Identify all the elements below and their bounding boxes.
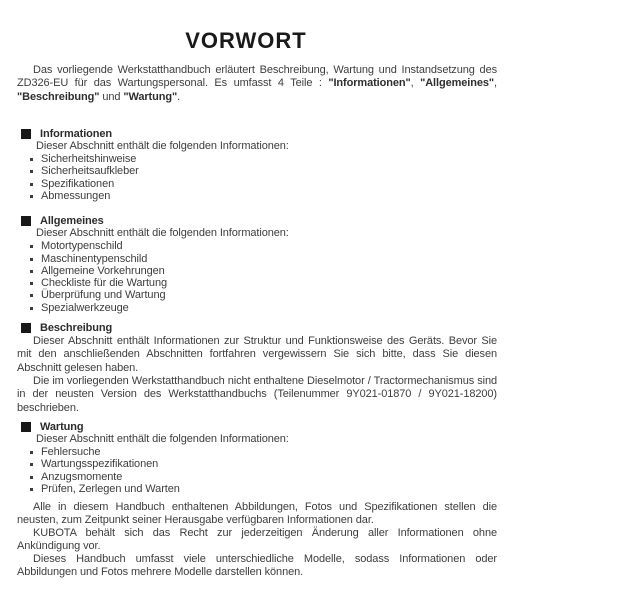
dot-bullet-icon (30, 183, 33, 186)
list-item-label: Spezifikationen (41, 177, 115, 190)
square-bullet-icon (21, 216, 31, 226)
closing-paragraph: Dieses Handbuch umfasst viele unterschiedliche Modelle, sodass Informationen oder Abbildungen und Fotos mehrere Modelle darstellen können. (17, 553, 497, 579)
list-item-label: Wartungsspezifikationen (41, 458, 159, 471)
list-item (17, 190, 497, 202)
dot-bullet-icon (30, 245, 33, 248)
list-item-label: Motortypenschild (41, 240, 123, 253)
section-header (21, 127, 497, 140)
intro-part-allgemeines: "Allgemeines" (420, 77, 495, 90)
list-item-label: Allgemeine Vorkehrungen (41, 264, 165, 277)
page-content (17, 29, 497, 579)
list-item-label: Maschinentypenschild (41, 252, 148, 265)
closing-paragraph: Alle in diesem Handbuch enthaltenen Abbildungen, Fotos und Spezifikationen stellen die neusten, zum Zeitpunkt seiner Herausgabe verfügbaren Informationen dar. (17, 501, 497, 527)
section-wartung (17, 420, 497, 495)
list-item (17, 265, 497, 277)
intro-lead: Das vorliegende Werkstatthandbuch erläutert Beschreibung, Wartung und Instandsetzung des ZD326-EU für das Wartungspersonal. Es umfasst 4 Teile : (17, 64, 497, 90)
square-bullet-icon (21, 129, 31, 139)
dot-bullet-icon (30, 294, 33, 297)
section-heading: Wartung (40, 420, 84, 433)
section-intro: Dieser Abschnitt enthält die folgenden Informationen: (36, 227, 289, 240)
section-header (21, 214, 497, 227)
dot-bullet-icon (30, 463, 33, 466)
square-bullet-icon (21, 422, 31, 432)
list-item (17, 289, 497, 301)
intro-part-wartung: "Wartung" (123, 90, 178, 103)
list-item-label: Anzugsmomente (41, 470, 123, 483)
list-item-label: Fehlersuche (41, 446, 101, 459)
dot-bullet-icon (30, 488, 33, 491)
list-item (17, 471, 497, 483)
list-item-label: Checkliste für die Wartung (41, 277, 167, 290)
dot-bullet-icon (30, 476, 33, 479)
page-title: VORWORT (185, 28, 307, 53)
description-paragraph: Dieser Abschnitt enthält Informationen zur Struktur und Funktionsweise des Geräts. Bevor Sie mit den anschließenden Abschnitten fortfahren vergewissern Sie sich bitte, dass Sie diesen Abschnitt gelesen haben. (17, 335, 497, 374)
bullet-list (17, 446, 497, 495)
list-item (17, 446, 497, 458)
section-intro: Dieser Abschnitt enthält die folgenden Informationen: (36, 140, 289, 153)
description-paragraph: Die im vorliegenden Werkstatthandbuch nicht enthaltene Dieselmotor / Tractormechanismus sind in der neusten Version des Werkstatthandbuchs (Teilenummer 9Y021-01870 / 9Y021-18200) beschrieben. (17, 374, 497, 414)
list-item-label: Abmessungen (41, 189, 111, 202)
list-item (17, 240, 497, 252)
dot-bullet-icon (30, 270, 33, 273)
section-header (21, 420, 497, 433)
section-allgemeines (17, 214, 497, 314)
list-item (17, 253, 497, 265)
intro-part-beschreibung: "Beschreibung" (17, 90, 100, 103)
list-item (17, 302, 497, 314)
dot-bullet-icon (30, 158, 33, 161)
section-beschreibung (17, 322, 497, 415)
dot-bullet-icon (30, 282, 33, 285)
manual-page (0, 29, 640, 609)
dot-bullet-icon (30, 451, 33, 454)
intro-part-informationen: "Informationen" (328, 77, 411, 90)
list-item-label: Überprüfung und Wartung (41, 289, 166, 302)
closing-block (17, 501, 497, 579)
list-item (17, 153, 497, 165)
section-informationen (17, 127, 497, 202)
dot-bullet-icon (30, 170, 33, 173)
section-heading: Beschreibung (40, 322, 113, 335)
dot-bullet-icon (30, 258, 33, 261)
section-heading: Informationen (40, 127, 113, 140)
list-item (17, 165, 497, 177)
intro-separator: , (494, 77, 497, 90)
dot-bullet-icon (30, 195, 33, 198)
list-item-label: Sicherheitsaufkleber (41, 165, 139, 178)
list-item (17, 178, 497, 190)
list-item (17, 483, 497, 495)
section-header (21, 322, 497, 335)
square-bullet-icon (21, 323, 31, 333)
section-heading: Allgemeines (40, 214, 104, 227)
intro-separator: und (99, 90, 124, 103)
list-item-label: Spezialwerkzeuge (41, 301, 129, 314)
bullet-list (17, 153, 497, 202)
list-item-label: Prüfen, Zerlegen und Warten (41, 482, 180, 495)
intro-paragraph (17, 64, 497, 104)
bullet-list (17, 240, 497, 313)
intro-separator: , (410, 77, 421, 90)
dot-bullet-icon (30, 307, 33, 310)
list-item (17, 277, 497, 289)
section-intro: Dieser Abschnitt enthält die folgenden Informationen: (36, 433, 289, 446)
list-item-label: Sicherheitshinweise (41, 153, 137, 166)
closing-paragraph: KUBOTA behält sich das Recht zur jederzeitigen Änderung aller Informationen ohne Ankündigung vor. (17, 527, 497, 553)
intro-end: . (177, 90, 181, 103)
list-item (17, 458, 497, 470)
